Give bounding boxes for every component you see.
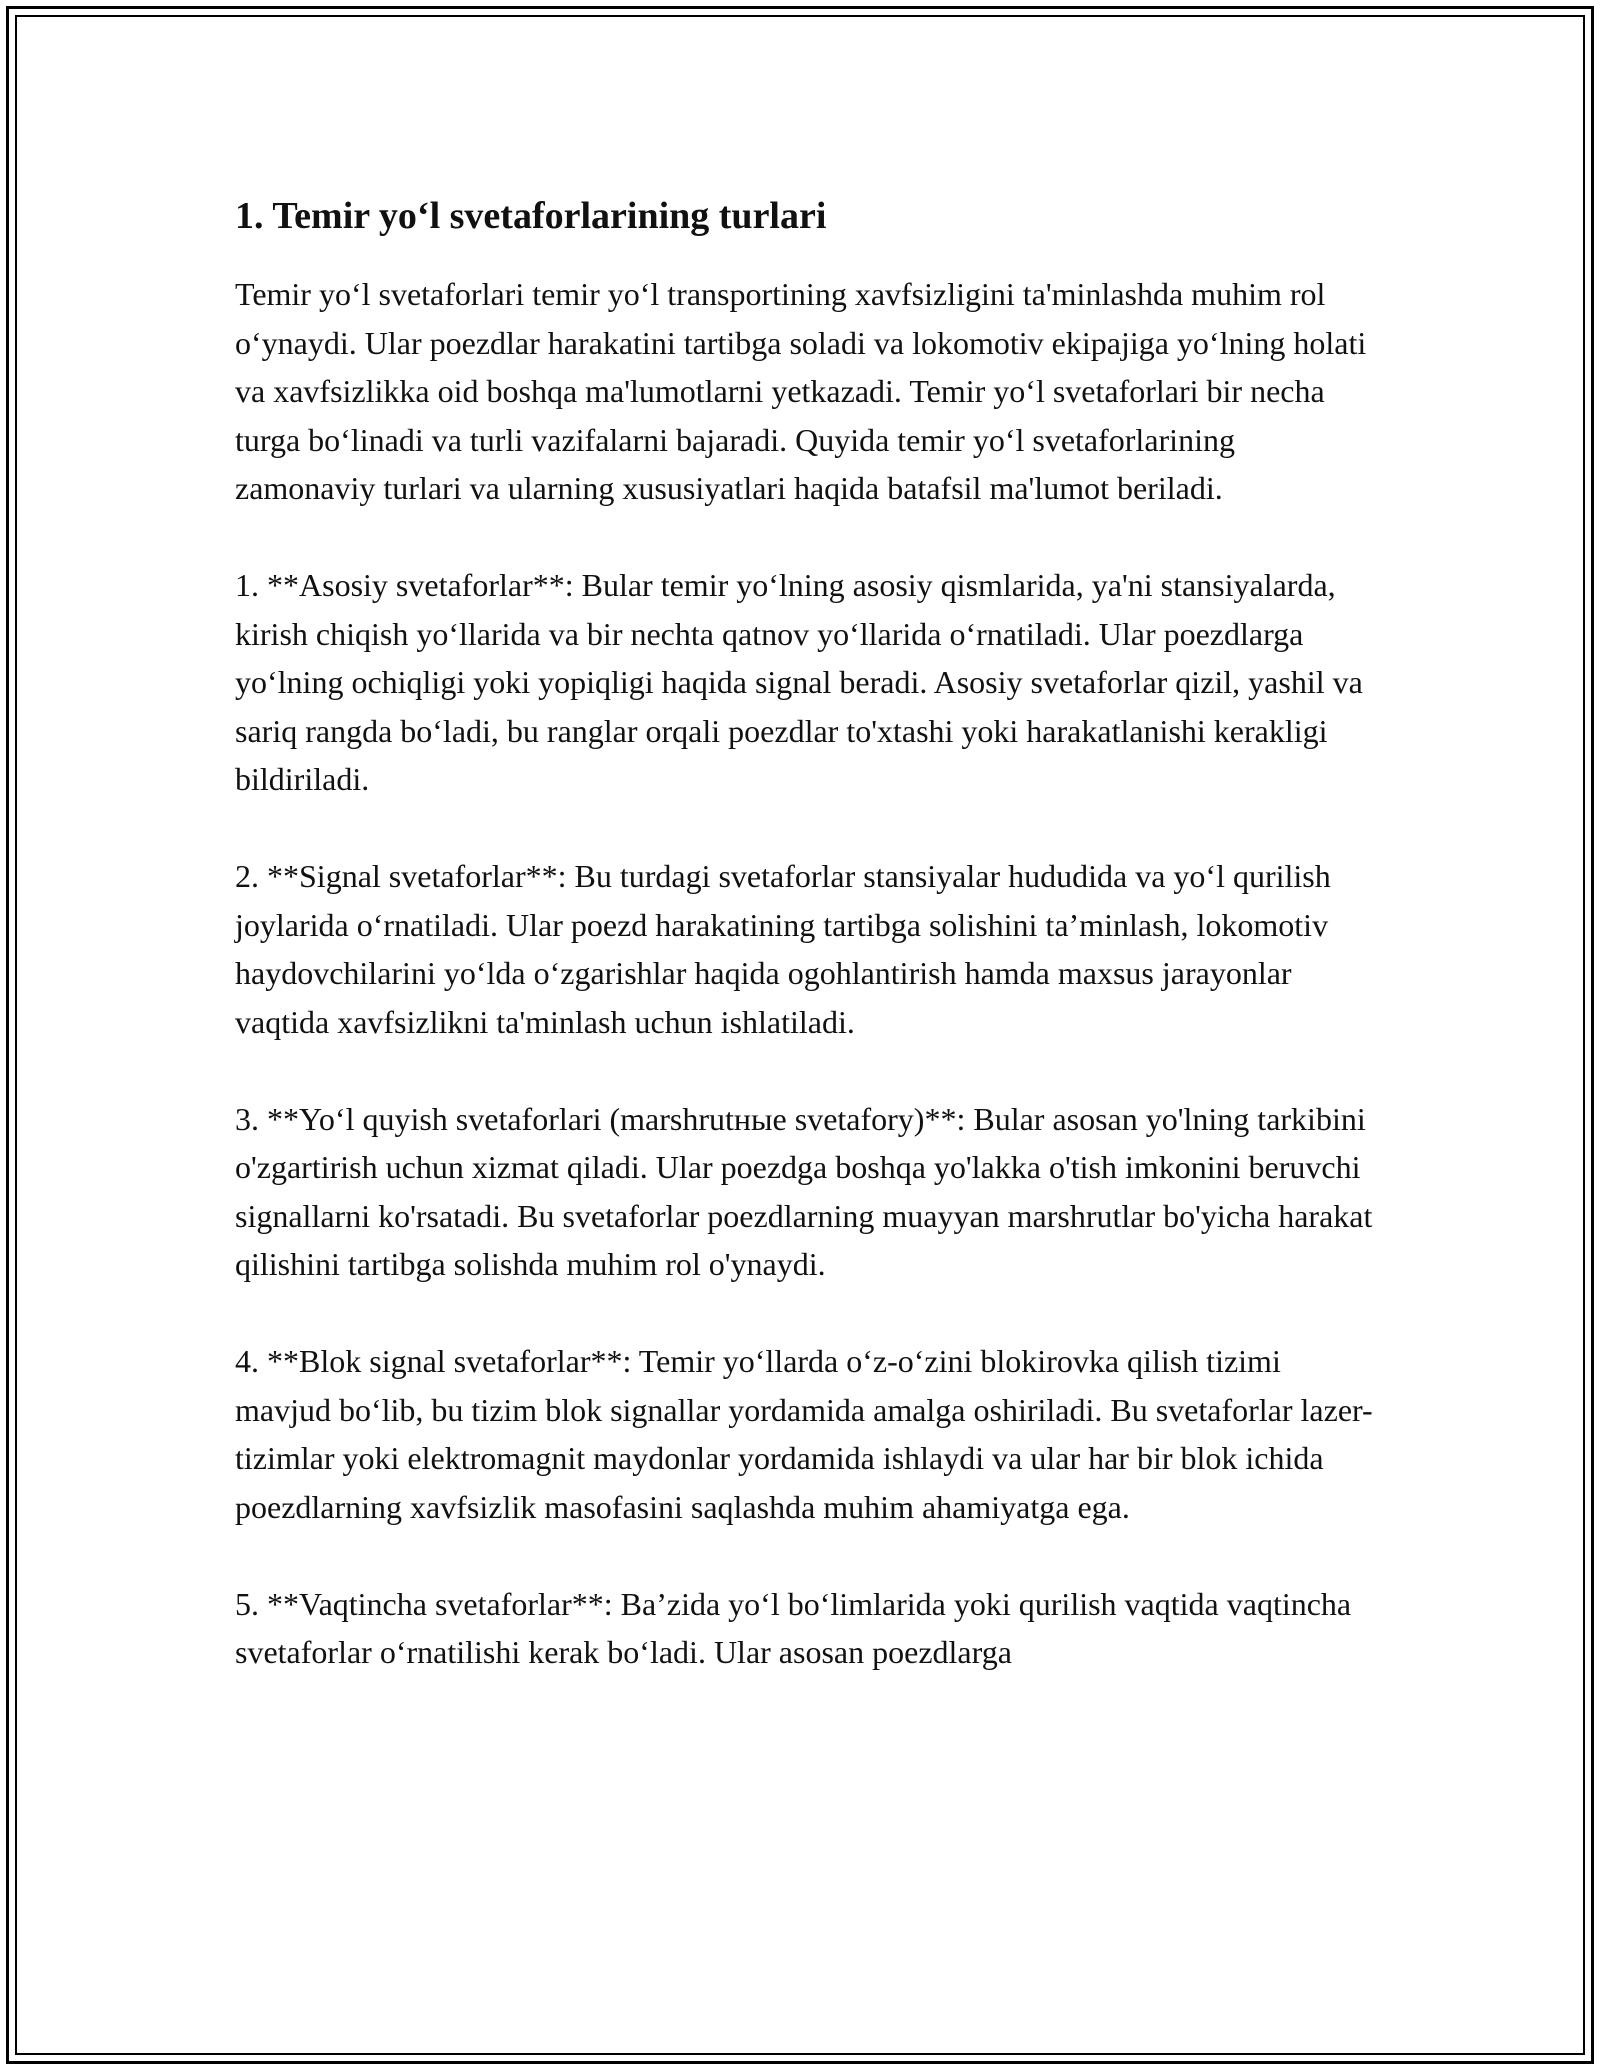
paragraph-block-signals: 4. **Blok signal svetaforlar**: Temir yo‘llarda o‘z-o‘zini blokirovka qilish tizimi mavjud bo‘lib, bu tizim blok signallar yordamida amalga oshiriladi. Bu svetaforlar lazer-tizimlar yoki elektromagnit maydonlar yordamida ishlaydi va ular har bir blok ichida poezdlarning xavfsizlik masofasini saqlashda muhim ahamiyatga ega. (235, 1343, 1373, 1525)
paragraph-signal-lights: 2. **Signal svetaforlar**: Bu turdagi svetaforlar stansiyalar hududida va yo‘l qurilish joylarida o‘rnatiladi. Ular poezd harakatining tartibga solishini ta’minlash, lokomotiv haydovchilarini yo‘lda o‘zgarishlar haqida ogohlantirish hamda maxsus jarayonlar vaqtida xavfsizlikni ta'minlash uchun ishlatiladi. (235, 858, 1331, 1040)
paragraph-route-signals: 3. **Yo‘l quyish svetaforlari (marshrutные svetafory)**: Bular asosan yo'lning tarkibini o'zgartirish uchun xizmat qiladi. Ular poezdga boshqa yo'lakka o'tish imkonini beruvchi signallarni ko'rsatadi. Bu svetaforlar poezdlarning muayyan marshrutlar bo'yicha harakat qilishini tartibga solishda muhim rol o'ynaydi. (235, 1100, 1373, 1282)
document-body (235, 190, 1375, 1725)
section-heading: 1. Temir yo‘l svetaforlarining turlari (235, 195, 827, 237)
paragraph-main-signals: 1. **Asosiy svetaforlar**: Bular temir yo‘lning asosiy qismlarida, ya'ni stansiyalarda, kirish chiqish yo‘llarida va bir nechta qatnov yo‘llarida o‘rnatiladi. Ular poezdlarga yo‘lning ochiqligi yoki yopiqligi haqida signal beradi. Asosiy svetaforlar qizil, yashil va sariq rangda bo‘ladi, bu ranglar orqali poezdlar to'xtashi yoki harakatlanishi kerakligi bildiriladi. (235, 567, 1363, 797)
intro-paragraph: Temir yo‘l svetaforlari temir yo‘l transportining xavfsizligini ta'minlashda muhim rol o‘ynaydi. Ular poezdlar harakatini tartibga soladi va lokomotiv ekipajiga yo‘lning holati va xavfsizlikka oid boshqa ma'lumotlarni yetkazadi. Temir yo‘l svetaforlari bir necha turga bo‘linadi va turli vazifalarni bajaradi. Quyida temir yo‘l svetaforlarining zamonaviy turlari va ularning xususiyatlari haqida batafsil ma'lumot beriladi. (235, 276, 1367, 506)
paragraph-temporary-signals: 5. **Vaqtincha svetaforlar**: Ba’zida yo‘l bo‘limlarida yoki qurilish vaqtida vaqtincha svetaforlar o‘rnatilishi kerak bo‘ladi. Ular asosan poezdlarga (235, 1585, 1352, 1670)
